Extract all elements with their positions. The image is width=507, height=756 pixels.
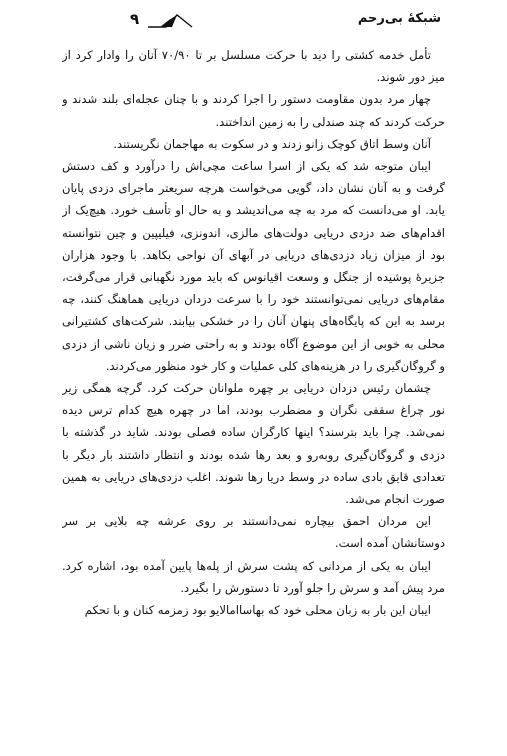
paragraph: چشمان رئیس دزدان دریایی بر چهره ملوانان حرکت کرد. گرچه همگی زیر نور چراغ سقفی نگران و مضطرب بودند، اما در چهره هیچ کدام ترس دیده نمی‌شد. چرا باید بترسند؟ اینها کارگران ساده فصلی بودند. شاید در گذشته با دزدی و گروگان‌گیری روبه‌رو و بعد رها شده بودند و انتظار داشتند بار دیگر با تعدادی قایق بادی ساده در وسط دریا رها شوند. اغلب دزدی‌های دریایی به همین صورت انجام می‌شد. [62,381,445,507]
paragraph: آنان وسط اتاق کوچک زانو زدند و در سکوت به مهاجمان نگریستند. [113,136,431,151]
page-number: ۹ [130,10,140,28]
paragraph: ایبان به یکی از مردانی که پشت سرش از پله‌ها پایین آمده بود، اشاره کرد. مرد پیش آمد و سرش را جلو آورد تا دستورش را بگیرد. [62,558,445,595]
book-title: شبکهٔ بی‌رحم [357,11,441,26]
paragraph: تأمل خدمه کشتی را دید با حرکت مسلسل بر تا ۷۰/۹۰ آنان را وادار کرد از میز دور شوند. [62,48,445,85]
paragraph: ایبان متوجه شد که یکی از اسرا ساعت مچی‌اش را درآورد و کف دستش گرفت و به آنان نشان داد، گویی می‌خواست هرچه سریعتر ماجرای دزدی پایان یابد. او می‌دانست که مرد به چه می‌اندیشد و به حال او تأسف خورد. هیچ‌یک از اقدام‌های ضد دزدی دریایی دولت‌های مالزی، اندونزی، فیلیپین و چین نتوانسته بود از میزان زیاد دزدی‌های دریایی در آبهای آن نواحی بکاهد. با وجود هزاران جزیرهٔ پوشیده از جنگل و وسعت اقیانوس که باید مورد نگهبانی قرار می‌گرفت، مقام‌های دریایی نمی‌توانستند خود را با سرعت دزدان دریایی هماهنگ کنند، چه برسد به این که پایگاه‌های پنهان آنان را در خشکی بیابند. شرکت‌های کشتیرانی محلی به خوبی از این موضوع آگاه بودند و به راحتی ضرر و زیان ناشی از دزدی و گروگان‌گیری را در هزینه‌های کلی عملیات و کار خود منظور می‌کردند. [62,159,445,373]
ornament-icon [146,12,194,30]
paragraph: چهار مرد بدون مقاومت دستور را اجرا کردند و با چنان عجله‌ای بلند شدند و حرکت کردند که چند صندلی را به زمین انداختند. [62,92,445,129]
paragraph: این مردان احمق بیچاره نمی‌دانستند بر روی عرشه چه بلایی بر سر دوستانشان آمده است. [62,514,445,551]
body-text [62,44,445,752]
page-header [64,6,441,36]
paragraph: ایبان این بار به زبان محلی خود که بهاساامالایو بود زمزمه کنان و با تحکم [84,603,431,618]
